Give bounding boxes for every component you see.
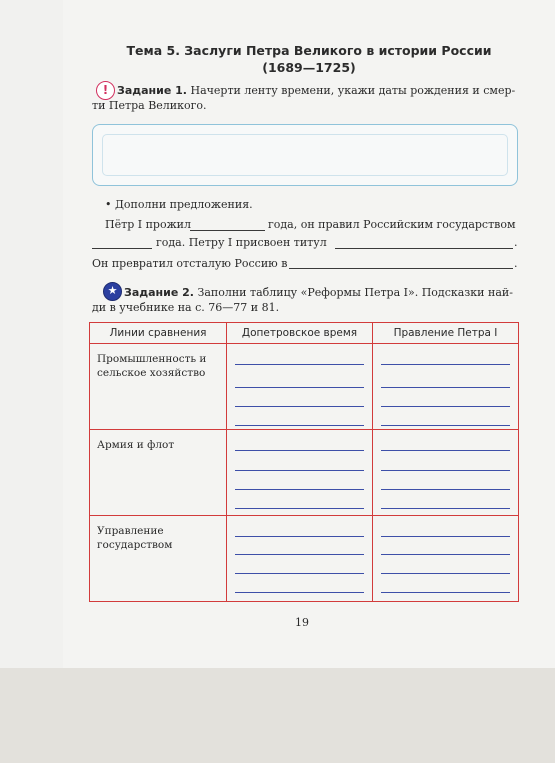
cell-industry-before[interactable]	[227, 344, 373, 430]
header-peter-reign: Правление Петра I	[373, 323, 519, 344]
blank-years-lived[interactable]	[190, 230, 265, 231]
cell-army-peter[interactable]	[373, 430, 519, 516]
row-label-army: Армия и флот	[90, 430, 227, 516]
timeline-answer-box[interactable]	[92, 124, 518, 186]
task-1-line-2: ти Петра Великого.	[92, 99, 207, 112]
blank-transformed-russia[interactable]	[289, 268, 513, 269]
task-2-line-1	[124, 285, 529, 300]
page-margin	[0, 0, 63, 668]
table-header-row	[90, 323, 519, 344]
task-2-label: Задание 2.	[124, 286, 194, 299]
cell-army-before[interactable]	[227, 430, 373, 516]
table-row	[90, 516, 519, 602]
header-comparison: Линии сравнения	[90, 323, 227, 344]
page-title	[63, 42, 555, 76]
task-1-label: Задание 1.	[117, 84, 187, 97]
title-line-1: Тема 5. Заслуги Петра Великого в истории России	[126, 43, 492, 58]
cell-government-peter[interactable]	[373, 516, 519, 602]
title-line-2: (1689—1725)	[262, 60, 356, 75]
sentence-3-start: Он превратил отсталую Россию в	[92, 257, 288, 270]
task-2-text-1: Заполни таблицу «Реформы Петра I». Подсказки най-	[197, 286, 513, 299]
task-1-text-1: Начерти ленту времени, укажи даты рождения и смер-	[190, 84, 516, 97]
star-icon: ★	[103, 282, 122, 301]
reforms-table	[89, 322, 519, 602]
exclamation-icon: !	[96, 81, 115, 100]
task-2-line-2: ди в учебнике на с. 76—77 и 81.	[92, 301, 280, 314]
fill-instruction: • Дополни предложения.	[105, 198, 253, 211]
page-number: 19	[295, 616, 309, 629]
background-surface	[0, 668, 555, 763]
table-row	[90, 344, 519, 430]
blank-years-ruled[interactable]	[92, 248, 152, 249]
task-1-line-1	[117, 83, 527, 98]
sentence-2-start: года. Петру I присвоен титул	[156, 236, 327, 249]
row-label-government: Управление государством	[90, 516, 227, 602]
sentence-3-period: .	[514, 257, 518, 270]
sentence-1-start: Пётр I прожил	[105, 218, 192, 231]
cell-government-before[interactable]	[227, 516, 373, 602]
blank-title[interactable]	[335, 248, 513, 249]
row-label-industry: Промышленность и сельское хозяйство	[90, 344, 227, 430]
timeline-inner-frame	[102, 134, 508, 176]
sentence-1-end: года, он правил Российским государством	[268, 218, 516, 231]
header-pre-petrine: Допетровское время	[227, 323, 373, 344]
sentence-2-period: .	[514, 236, 518, 249]
cell-industry-peter[interactable]	[373, 344, 519, 430]
table-row	[90, 430, 519, 516]
